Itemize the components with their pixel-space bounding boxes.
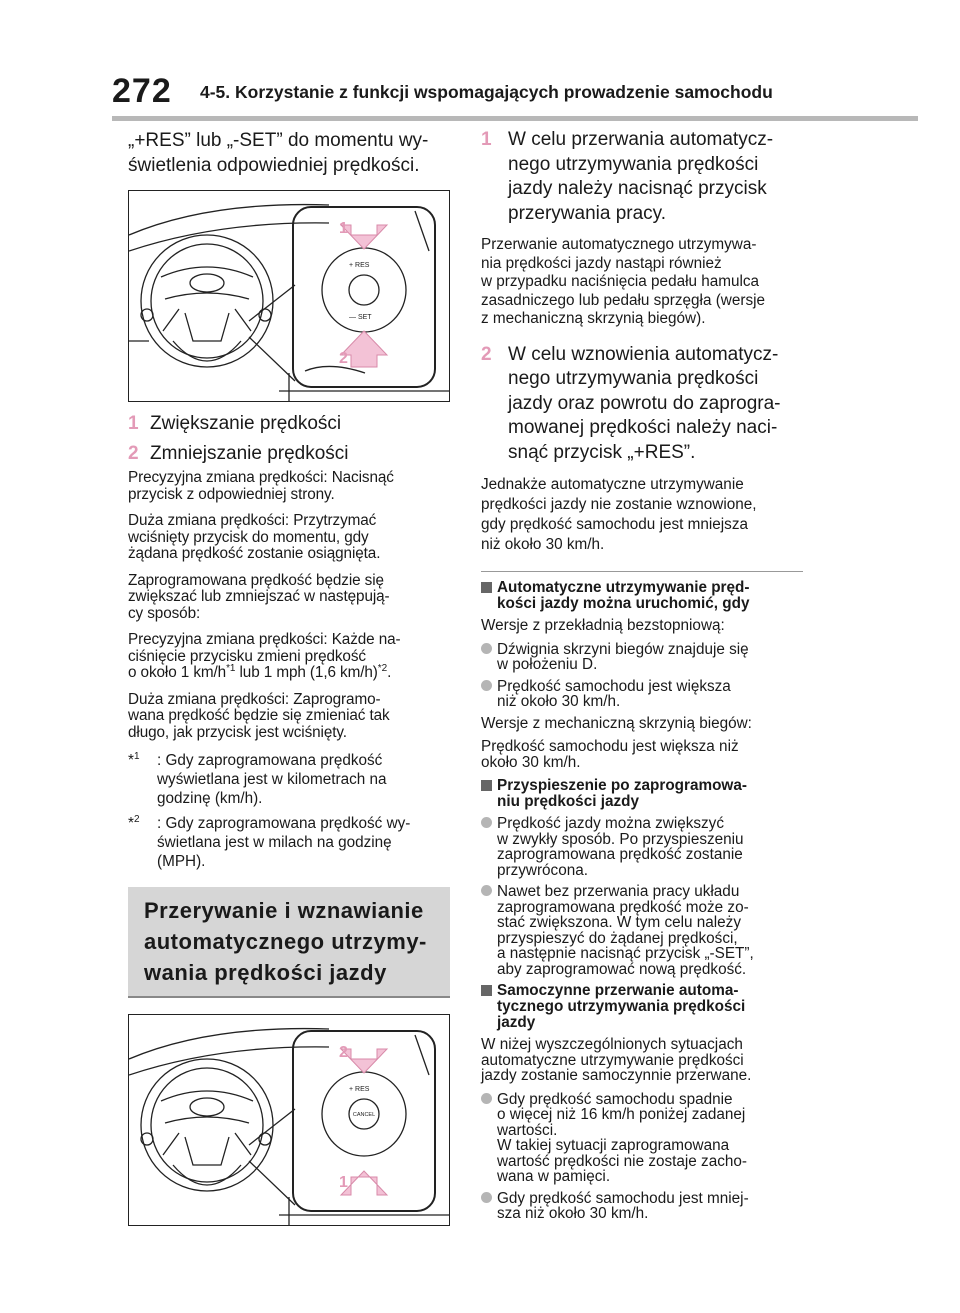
paragraph: Duża zmiana prędkości: Zaprogramo- wana prędkość będzie się zmieniać tak długo, jak przycisk jest wciśnięty.	[128, 690, 390, 741]
paragraph: Prędkość samochodu jest większa niż około 30 km/h.	[481, 738, 739, 771]
item-number: 1	[481, 129, 492, 150]
bullet-icon	[481, 817, 492, 828]
item-description: Przerwanie automatycznego utrzymywa- nia prędkości jazdy nastąpi również w przypadku naciśnięcia pedału hamulca zasadniczego lub pedału sprzęgła (wersje z mechaniczną skrzynią biegów).	[481, 236, 766, 327]
paragraph: Zaprogramowana prędkość będzie się zwiększać lub zmniejszać w następują- cy sposób:	[128, 571, 390, 622]
set-label: — SET	[349, 314, 372, 321]
page-number: 272	[112, 72, 172, 110]
bullet-icon	[481, 885, 492, 896]
square-bullet-icon	[481, 780, 492, 791]
divider	[481, 571, 803, 572]
res-label: + RES	[349, 262, 370, 269]
paragraph-text: Precyzyjna zmiana prędkości: Każde na- ciśnięcie przycisku zmieni prędkość o około 1 km/h	[128, 631, 401, 681]
subheading: Przyspieszenie po zaprogramowa- niu prędkości jazdy	[481, 778, 803, 810]
item-text: Zmniejszanie prędkości	[150, 443, 349, 464]
section-title-line: wania prędkości jazdy	[144, 960, 387, 985]
section-heading	[128, 887, 450, 998]
bullet-icon	[481, 1192, 492, 1203]
item-number: 2	[128, 443, 139, 464]
section-title-line: Przerywanie i wznawianie	[144, 898, 424, 923]
item-number: 2	[481, 343, 492, 365]
subheading: Automatyczne utrzymywanie pręd- kości jazdy można uruchomić, gdy	[481, 580, 803, 612]
bullet-icon	[481, 680, 492, 691]
steering-wheel-illustration	[129, 191, 450, 402]
item-text: W celu wznowienia automatycz- nego utrzymywania prędkości jazdy oraz powrotu do zaprogra- mowanej prędkości należy naci- snąć przycisk „+RES”.	[508, 343, 781, 463]
footnote-text: : Gdy zaprogramowana prędkość wy- świetlana jest w milach na godzinę (MPH).	[157, 815, 411, 870]
list-item	[481, 343, 803, 466]
chapter-title: 4-5. Korzystanie z funkcji wspomagających prowadzenie samochodu	[200, 82, 773, 102]
footnote-ref-2: *2	[377, 662, 388, 674]
footnote-mark: *$^1$	[128, 750, 140, 769]
list-item	[128, 442, 452, 466]
bullet-icon	[481, 1093, 492, 1104]
header-rule	[112, 116, 918, 121]
footnote-ref-1: *1	[226, 662, 236, 674]
marker-1: 1	[339, 1174, 348, 1191]
figure-steering-switch-res-cancel	[128, 1014, 450, 1226]
section-title-line: automatycznego utrzymy-	[144, 929, 427, 954]
list-item	[481, 128, 803, 226]
list-item	[128, 412, 452, 436]
cancel-label: CANCEL	[352, 1112, 376, 1118]
page-header	[112, 72, 918, 116]
footnote	[128, 814, 452, 871]
paragraph: Wersje z mechaniczną skrzynią biegów:	[481, 714, 752, 732]
marker-2: 2	[339, 1044, 348, 1061]
marker-1: 1	[339, 220, 348, 237]
square-bullet-icon	[481, 985, 492, 996]
subheading: Samoczynne przerwanie automa- tycznego utrzymywania prędkości jazdy	[481, 983, 803, 1031]
item-number: 1	[128, 413, 139, 434]
item-text: W celu przerwania automatycz- nego utrzymywania prędkości jazdy należy nacisnąć przycisk przerywania pracy.	[508, 129, 774, 224]
item-description: Jednakże automatyczne utrzymywanie prędkości jazdy nie zostanie wznowione, gdy prędkość samochodu jest mniejsza niż około 30 km/h.	[481, 476, 757, 553]
figure-steering-switch-res-set	[128, 190, 450, 402]
square-bullet-icon	[481, 582, 492, 593]
paragraph	[128, 632, 452, 682]
bullet-icon	[481, 643, 492, 654]
list-item: Nawet bez przerwania pracy układu zaprogramowana prędkość może zo- stać zwiększona. W tym celu należy przyspieszyć do żądanej prędkości, a następnie nacisnąć przycisk „-SET”, aby zaprogramować nową prędkość.	[481, 884, 803, 977]
list-item: Prędkość jazdy można zwiększyć w zwykły sposób. Po przyspieszeniu zaprogramowana prędkość zostanie przywrócona.	[481, 816, 803, 878]
paragraph: Wersje z przekładnią bezstopniową:	[481, 617, 725, 634]
left-column	[128, 128, 452, 1236]
right-column	[481, 128, 803, 1228]
footnote-text: : Gdy zaprogramowana prędkość wyświetlana jest w kilometrach na godzinę (km/h).	[157, 752, 387, 807]
res-label: + RES	[349, 1086, 370, 1093]
list-item: Dźwignia skrzyni biegów znajduje się w położeniu D.	[481, 642, 803, 673]
paragraph: W niżej wyszczególnionych sytuacjach automatyczne utrzymywanie prędkości jazdy zostanie samoczynnie przerwane.	[481, 1036, 752, 1084]
list-item: Gdy prędkość samochodu jest mniej- sza niż około 30 km/h.	[481, 1191, 803, 1222]
paragraph: Precyzyjna zmiana prędkości: Nacisnąć przycisk z odpowiedniej strony.	[128, 469, 394, 503]
list-item: Prędkość samochodu jest większa niż około 30 km/h.	[481, 679, 803, 710]
paragraph-end: .	[387, 664, 392, 681]
intro-text: „+RES” lub „-SET” do momentu wy- świetlenia odpowiedniej prędkości.	[128, 130, 429, 176]
steering-wheel-illustration	[129, 1015, 450, 1226]
marker-2: 2	[339, 350, 348, 367]
paragraph: Duża zmiana prędkości: Przytrzymać wciśnięty przycisk do momentu, gdy żądana prędkość zostanie osiągnięta.	[128, 512, 381, 562]
paragraph-text-cont: lub 1 mph (1,6 km/h)	[235, 664, 378, 681]
footnote-mark: *$^2$	[128, 813, 140, 832]
list-item: Gdy prędkość samochodu spadnie o więcej niż 16 km/h poniżej zadanej wartości. W takiej sytuacji zaprogramowana wartość prędkości nie zostaje zacho- wana w pamięci.	[481, 1092, 803, 1185]
footnote	[128, 751, 452, 808]
item-text: Zwiększanie prędkości	[150, 413, 342, 434]
